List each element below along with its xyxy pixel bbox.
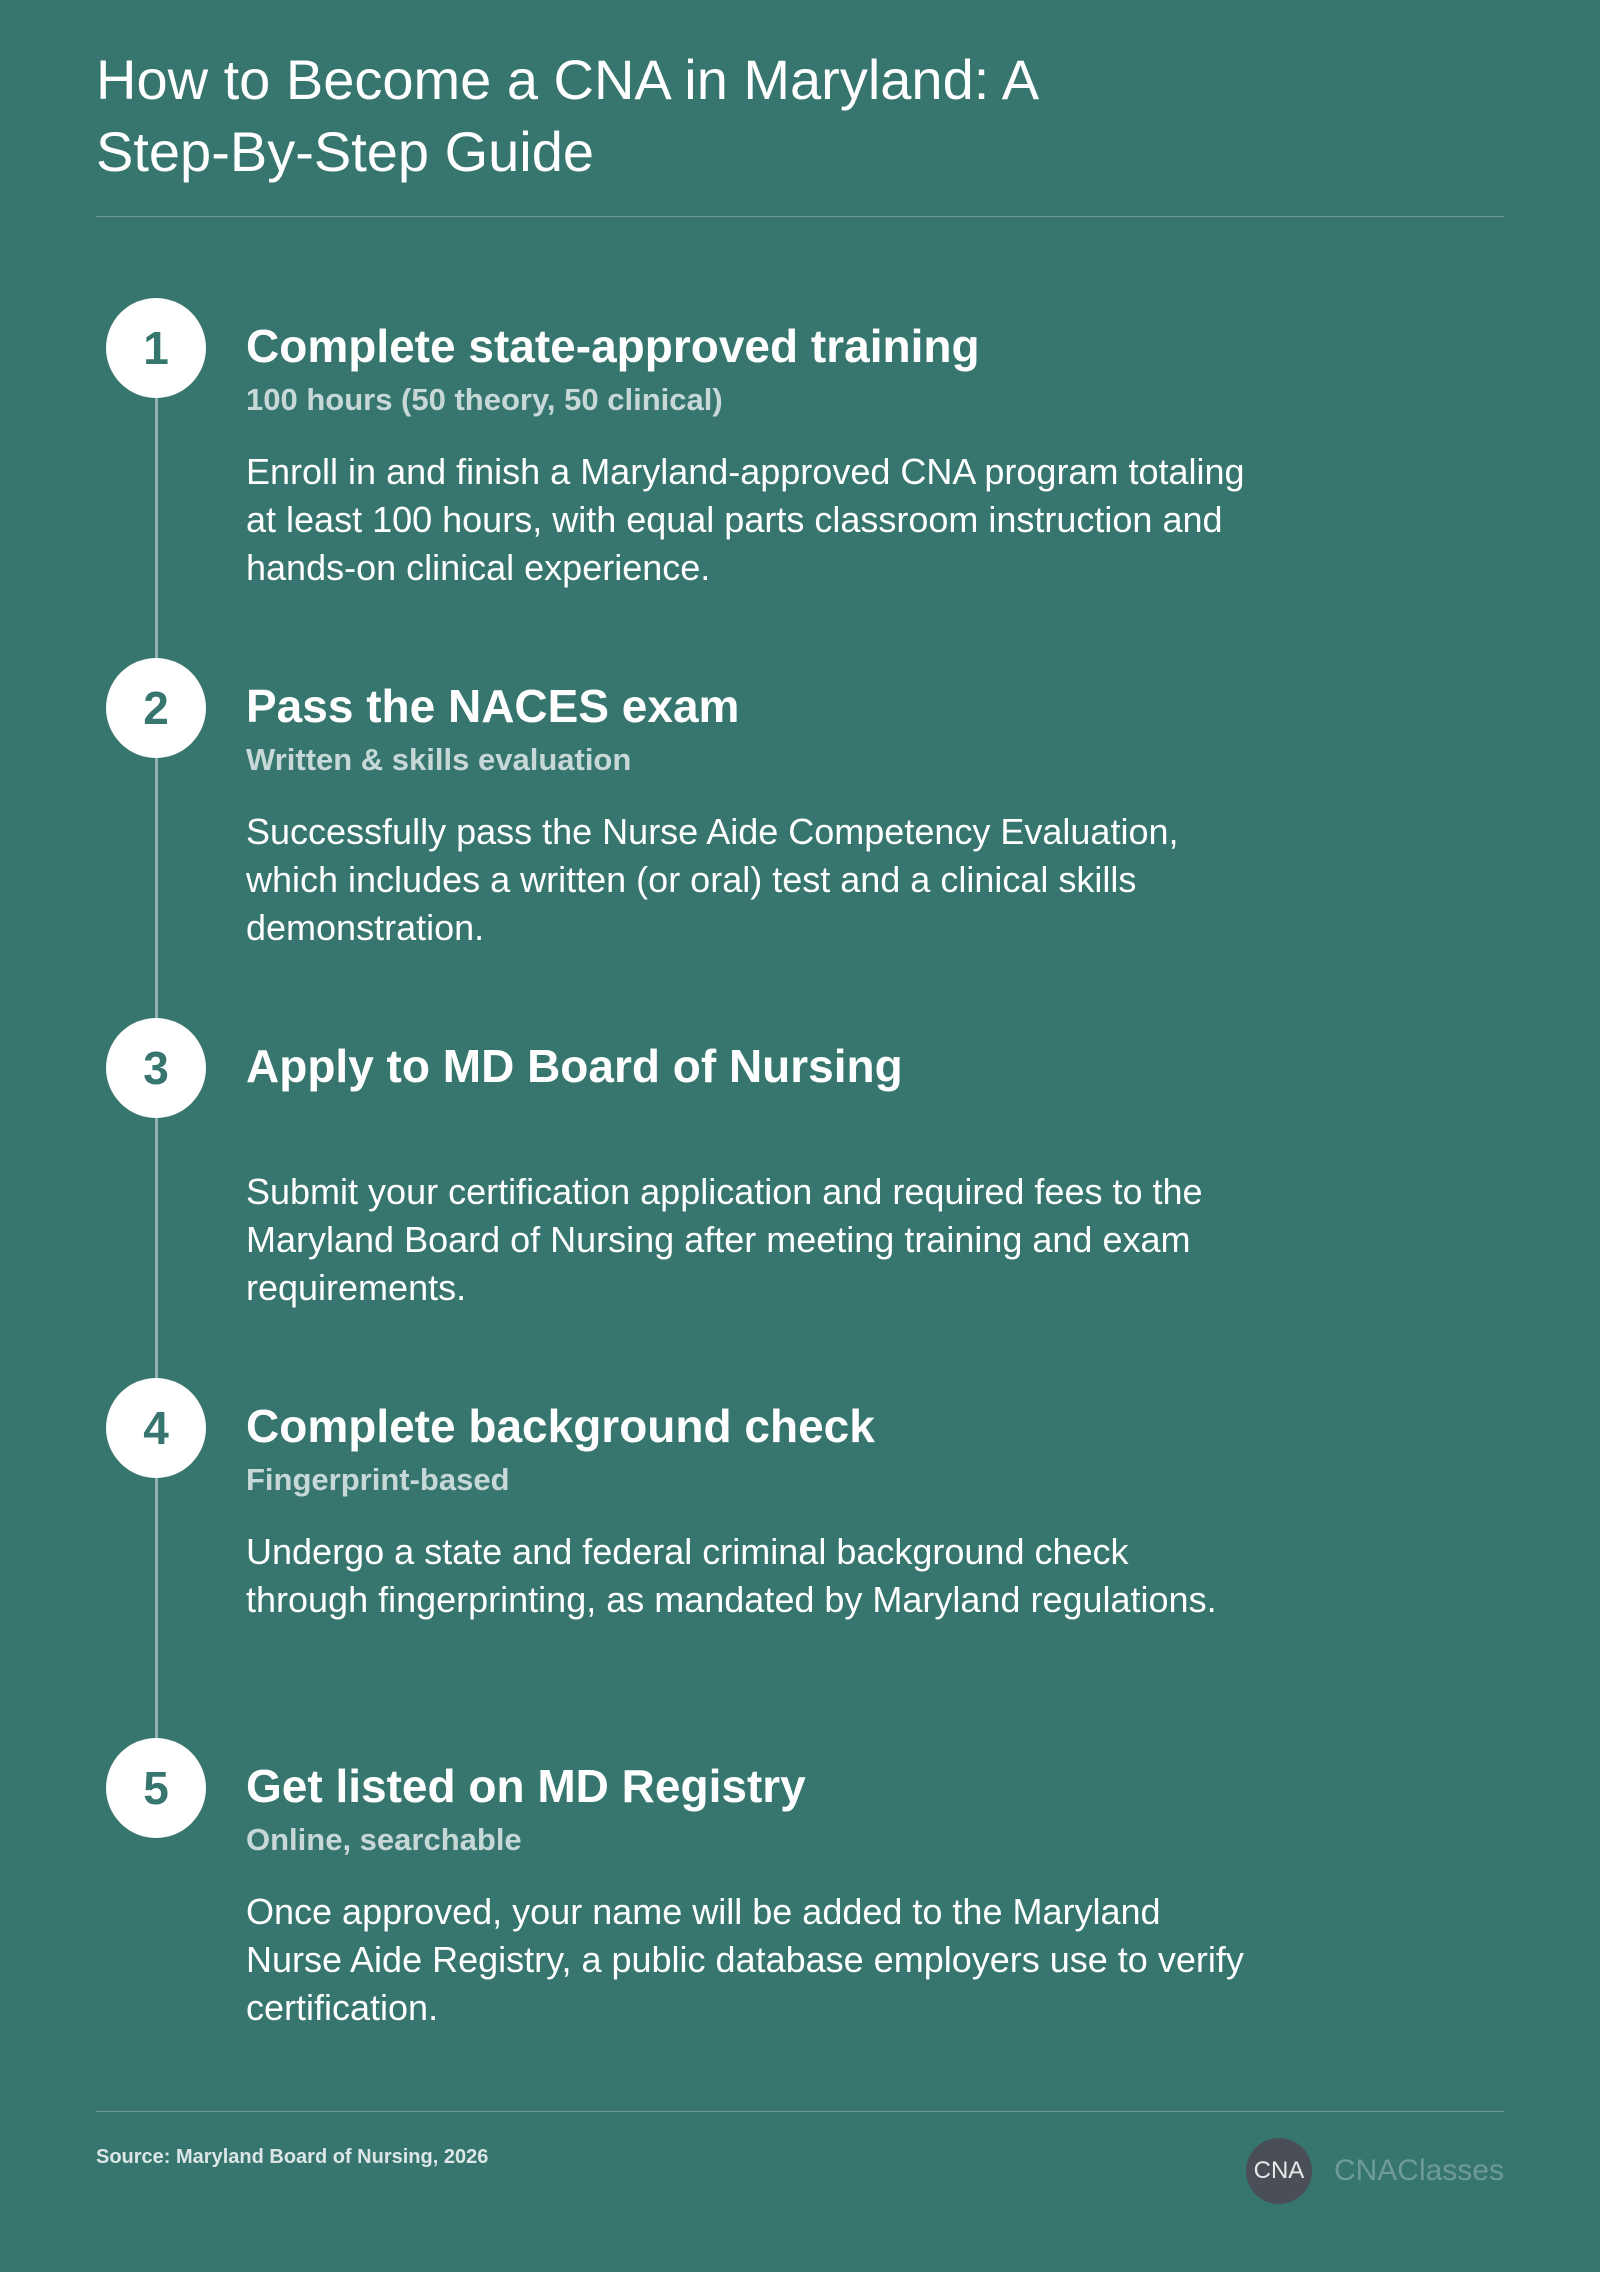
- step-title: Apply to MD Board of Nursing: [246, 1040, 903, 1092]
- step-subtitle: Online, searchable: [246, 1822, 522, 1857]
- step-number-circle: 5: [106, 1738, 206, 1838]
- step-description: Successfully pass the Nurse Aide Competency Evaluation, which includes a written (or oral) test and a clinical skills demonstration.: [246, 811, 1179, 948]
- step-title: Complete background check: [246, 1400, 875, 1452]
- step-description: Submit your certification application and required fees to the Maryland Board of Nursing after meeting training and exam requirements.: [246, 1171, 1203, 1308]
- header-divider: [96, 216, 1504, 217]
- step-subtitle: Written & skills evaluation: [246, 742, 632, 777]
- step-number-circle: 3: [106, 1018, 206, 1118]
- brand-logo-icon: CNA: [1246, 2138, 1312, 2204]
- step-number-circle: 1: [106, 298, 206, 398]
- footer-divider: [96, 2111, 1504, 2112]
- page-title: How to Become a CNA in Maryland: A Step-By-Step Guide: [96, 48, 1036, 183]
- brand-name: CNAClasses: [1333, 2154, 1504, 2187]
- step-description: Undergo a state and federal criminal background check through fingerprinting, as mandated by Maryland regulations.: [246, 1531, 1217, 1620]
- step-subtitle: Fingerprint-based: [246, 1462, 510, 1497]
- source-note: Source: Maryland Board of Nursing, 2026: [96, 2146, 489, 2168]
- step-title: Complete state-approved training: [246, 320, 980, 372]
- step-description: Once approved, your name will be added to the Maryland Nurse Aide Registry, a public database employers use to verify certification.: [246, 1891, 1244, 2028]
- brand: [1246, 2138, 1504, 2204]
- step-number-circle: 4: [106, 1378, 206, 1478]
- step-title: Get listed on MD Registry: [246, 1760, 806, 1812]
- step-description: Enroll in and finish a Maryland-approved CNA program totaling at least 100 hours, with equal parts classroom instruction and hands-on clinical experience.: [246, 451, 1245, 588]
- step-subtitle: 100 hours (50 theory, 50 clinical): [246, 382, 723, 417]
- step-title: Pass the NACES exam: [246, 680, 740, 732]
- step-number-circle: 2: [106, 658, 206, 758]
